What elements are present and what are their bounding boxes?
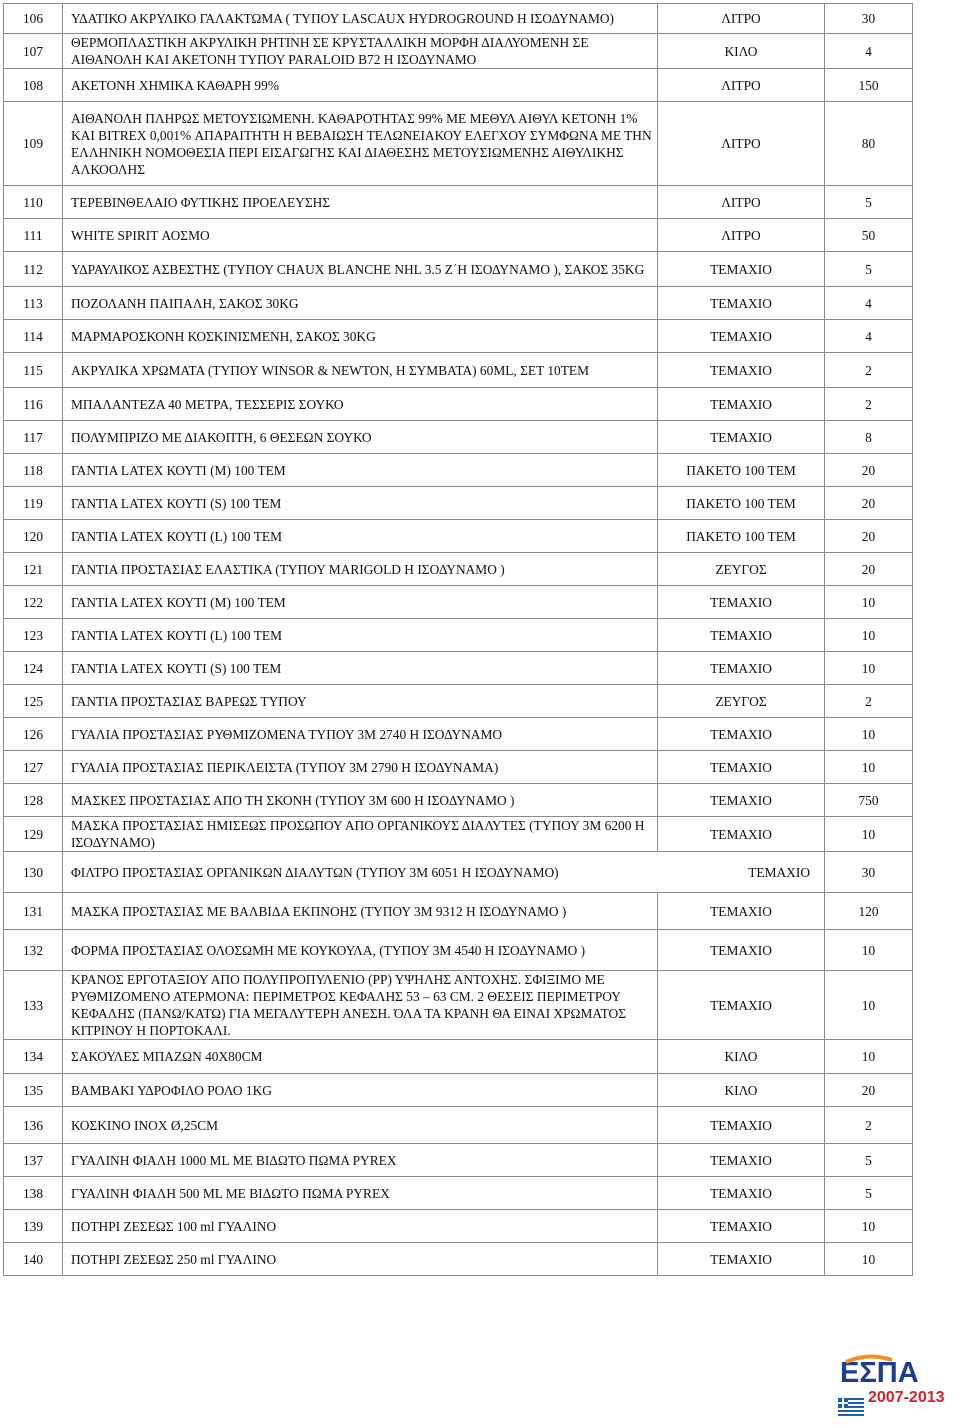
item-quantity: 20 bbox=[825, 487, 913, 520]
item-description: ΠΟΤΗΡΙ ΖΕΣΕΩΣ 250 ml ΓΥΑΛΙΝΟ bbox=[63, 1243, 658, 1276]
item-description: ΑΚΡΥΛΙΚΑ ΧΡΩΜΑΤΑ (ΤΥΠΟΥ WINSOR & NEWTON, Η ΣΥΜΒΑΤΑ) 60ML, ΣΕΤ 10ΤΕΜ bbox=[63, 353, 658, 388]
item-description: ΓΥΑΛΙΑ ΠΡΟΣΤΑΣΙΑΣ ΡΥΘΜΙΖΟΜΕΝΑ ΤΥΠΟΥ 3M 2740 Η ΙΣΟΔΥΝΑΜΟ bbox=[63, 718, 658, 751]
item-quantity: 10 bbox=[825, 652, 913, 685]
item-number: 109 bbox=[4, 102, 63, 186]
item-unit: ΤΕΜΑΧΙΟ bbox=[658, 893, 825, 930]
item-unit: ΤΕΜΑΧΙΟ bbox=[658, 971, 825, 1040]
item-number: 138 bbox=[4, 1177, 63, 1210]
item-unit: ΤΕΜΑΧΙΟ bbox=[658, 421, 825, 454]
item-quantity: 8 bbox=[825, 421, 913, 454]
table-row bbox=[4, 930, 913, 971]
item-description: ΓΑΝΤΙΑ LATEX ΚΟΥΤΙ (M) 100 ΤΕΜ bbox=[63, 454, 658, 487]
item-unit: ΤΕΜΑΧΙΟ bbox=[658, 930, 825, 971]
table-row bbox=[4, 520, 913, 553]
item-quantity: 2 bbox=[825, 388, 913, 421]
item-description: ΓΑΝΤΙΑ LATEX ΚΟΥΤΙ (S) 100 ΤΕΜ bbox=[63, 652, 658, 685]
table-row bbox=[4, 1107, 913, 1144]
item-description: ΓΑΝΤΙΑ LATEX ΚΟΥΤΙ (L) 100 ΤΕΜ bbox=[63, 619, 658, 652]
item-quantity: 4 bbox=[825, 287, 913, 320]
item-description: ΓΑΝΤΙΑ ΠΡΟΣΤΑΣΙΑΣ ΒΑΡΕΩΣ ΤΥΠΟΥ bbox=[63, 685, 658, 718]
table-row bbox=[4, 421, 913, 454]
item-quantity: 10 bbox=[825, 817, 913, 852]
item-description-unit bbox=[63, 852, 825, 893]
table-row bbox=[4, 320, 913, 353]
item-description: ΥΔΡΑΥΛΙΚΟΣ ΑΣΒΕΣΤΗΣ (ΤΥΠΟΥ CHAUX BLANCHE NHL 3.5 Ζ΄Η ΙΣΟΔΥΝΑΜΟ ), ΣΑΚΟΣ 35KG bbox=[63, 252, 658, 287]
item-quantity: 20 bbox=[825, 553, 913, 586]
table-row bbox=[4, 287, 913, 320]
item-quantity: 10 bbox=[825, 930, 913, 971]
item-description: ΜΑΣΚΕΣ ΠΡΟΣΤΑΣΙΑΣ ΑΠΟ ΤΗ ΣΚΟΝΗ (ΤΥΠΟΥ 3M 600 Η ΙΣΟΔΥΝΑΜΟ ) bbox=[63, 784, 658, 817]
item-quantity: 10 bbox=[825, 619, 913, 652]
item-number: 136 bbox=[4, 1107, 63, 1144]
item-description: ΜΑΣΚΑ ΠΡΟΣΤΑΣΙΑΣ ΗΜΙΣΕΩΣ ΠΡΟΣΩΠΟΥ ΑΠΟ ΟΡΓΑΝΙΚΟΥΣ ΔΙΑΛΥΤΕΣ (ΤΥΠΟΥ 3M 6200 Η ΙΣΟΔΥΝΑΜΟ) bbox=[63, 817, 658, 852]
espa-logo-name: ΕΣΠΑ bbox=[840, 1357, 919, 1389]
item-number: 116 bbox=[4, 388, 63, 421]
table-row bbox=[4, 553, 913, 586]
item-number: 125 bbox=[4, 685, 63, 718]
item-quantity: 5 bbox=[825, 186, 913, 219]
item-quantity: 10 bbox=[825, 971, 913, 1040]
item-description: ΘΕΡΜΟΠΛΑΣΤΙΚΗ ΑΚΡΥΛΙΚΗ ΡΗΤΙΝΗ ΣΕ ΚΡΥΣΤΑΛΛΙΚΗ ΜΟΡΦΗ ΔΙΑΛΥΟΜΕΝΗ ΣΕ ΑΙΘΑΝΟΛΗ ΚΑΙ ΑΚΕΤΟΝΗ ΤΥΠΟΥ PARALOID B72 Η ΙΣΟΔΥΝΑΜΟ bbox=[63, 34, 658, 69]
item-number: 122 bbox=[4, 586, 63, 619]
item-number: 131 bbox=[4, 893, 63, 930]
item-description: ΚΡΑΝΟΣ ΕΡΓΟΤΑΞΙΟΥ ΑΠΟ ΠΟΛΥΠΡΟΠΥΛΕΝΙΟ (PP) ΥΨΗΛΗΣ ΑΝΤΟΧΗΣ. ΣΦΙΞΙΜΟ ΜΕ ΡΥΘΜΙΖΟΜΕΝΟ ΑΤΕΡΜΟΝΑ: ΠΕΡΙΜΕΤΡΟΣ ΚΕΦΑΛΗΣ 53 – 63 CM. 2 ΘΕΣΕΙΣ ΠΕΡΙΜΕΤΡΟΥ ΚΕΦΑΛΗΣ (ΠΑΝΩ/ΚΑΤΩ) ΓΙΑ ΜΕΓΑΛΥΤΕΡΗ ΑΝΕΣΗ. ΌΛΑ ΤΑ ΚΡΑΝΗ ΘΑ ΕΙΝΑΙ ΧΡΩΜΑΤΟΣ ΚΙΤΡΙΝΟΥ Η ΠΟΡΤΟΚΑΛΙ. bbox=[63, 971, 658, 1040]
table-row bbox=[4, 1210, 913, 1243]
materials-table bbox=[3, 3, 913, 1276]
item-quantity: 30 bbox=[825, 4, 913, 34]
item-number: 126 bbox=[4, 718, 63, 751]
item-number: 115 bbox=[4, 353, 63, 388]
item-unit: ΤΕΜΑΧΙΟ bbox=[658, 784, 825, 817]
item-number: 108 bbox=[4, 69, 63, 102]
item-unit: ΤΕΜΑΧΙΟ bbox=[658, 1144, 825, 1177]
table-row bbox=[4, 619, 913, 652]
table-row bbox=[4, 652, 913, 685]
item-description: ΠΟΛΥΜΠΡΙΖΟ ΜΕ ΔΙΑΚΟΠΤΗ, 6 ΘΕΣΕΩΝ ΣΟΥΚΟ bbox=[63, 421, 658, 454]
item-description: ΑΙΘΑΝΟΛΗ ΠΛΗΡΩΣ ΜΕΤΟΥΣΙΩΜΕΝΗ. ΚΑΘΑΡΟΤΗΤΑΣ 99% ΜΕ ΜΕΘΥΛ ΑΙΘΥΛ ΚΕΤΟΝΗ 1% ΚΑΙ BITREX 0,001% ΑΠΑΡΑΙΤΗΤΗ Η ΒΕΒΑΙΩΣΗ ΤΕΛΩΝΕΙΑΚΟΥ ΕΛΕΓΧΟΥ ΣΥΜΦΩΝΑ ΜΕ ΤΗΝ ΕΛΛΗΝΙΚΗ ΝΟΜΟΘΕΣΙΑ ΠΕΡΙ ΕΙΣΑΓΩΓΗΣ ΚΑΙ ΔΙΑΘΕΣΗΣ ΜΕΤΟΥΣΙΩΜΕΝΗΣ ΑΙΘΥΛΙΚΗΣ ΑΛΚΟΟΛΗΣ bbox=[63, 102, 658, 186]
item-quantity: 10 bbox=[825, 718, 913, 751]
item-number: 128 bbox=[4, 784, 63, 817]
item-description: ΣΑΚΟΥΛΕΣ ΜΠΑΖΩΝ 40Χ80CM bbox=[63, 1040, 658, 1074]
table-row bbox=[4, 69, 913, 102]
item-unit: ΤΕΜΑΧΙΟ bbox=[658, 353, 825, 388]
item-description: ΠΟΖΟΛΑΝΗ ΠΑΙΠΑΛΗ, ΣΑΚΟΣ 30KG bbox=[63, 287, 658, 320]
item-unit: ΛΙΤΡΟ bbox=[658, 102, 825, 186]
item-unit: ΛΙΤΡΟ bbox=[658, 69, 825, 102]
item-number: 133 bbox=[4, 971, 63, 1040]
item-quantity: 10 bbox=[825, 751, 913, 784]
item-description: ΓΥΑΛΙΝΗ ΦΙΑΛΗ 1000 ML ΜΕ ΒΙΔΩΤΟ ΠΩΜΑ PYREX bbox=[63, 1144, 658, 1177]
greek-flag-icon bbox=[838, 1398, 864, 1416]
item-unit: ΛΙΤΡΟ bbox=[658, 219, 825, 252]
item-unit: ΤΕΜΑΧΙΟ bbox=[658, 751, 825, 784]
item-number: 130 bbox=[4, 852, 63, 893]
item-number: 118 bbox=[4, 454, 63, 487]
item-quantity: 4 bbox=[825, 320, 913, 353]
item-number: 127 bbox=[4, 751, 63, 784]
item-quantity: 30 bbox=[825, 852, 913, 893]
item-quantity: 5 bbox=[825, 1177, 913, 1210]
item-number: 112 bbox=[4, 252, 63, 287]
item-quantity: 4 bbox=[825, 34, 913, 69]
item-unit: ΤΕΜΑΧΙΟ bbox=[658, 252, 825, 287]
item-quantity: 20 bbox=[825, 520, 913, 553]
item-number: 124 bbox=[4, 652, 63, 685]
item-number: 121 bbox=[4, 553, 63, 586]
item-quantity: 150 bbox=[825, 69, 913, 102]
item-unit: ΤΕΜΑΧΙΟ bbox=[658, 1177, 825, 1210]
item-unit: ΖΕΥΓΟΣ bbox=[658, 553, 825, 586]
table-row bbox=[4, 1177, 913, 1210]
item-description: ΜΑΣΚΑ ΠΡΟΣΤΑΣΙΑΣ ΜΕ ΒΑΛΒΙΔΑ ΕΚΠΝΟΗΣ (ΤΥΠΟΥ 3M 9312 Η ΙΣΟΔΥΝΑΜΟ ) bbox=[63, 893, 658, 930]
item-description: ΥΔΑΤΙΚΟ ΑΚΡΥΛΙΚΟ ΓΑΛΑΚΤΩΜΑ ( ΤΥΠΟΥ LASCAUX HYDROGROUND Η ΙΣΟΔΥΝΑΜΟ) bbox=[63, 4, 658, 34]
item-quantity: 80 bbox=[825, 102, 913, 186]
item-number: 132 bbox=[4, 930, 63, 971]
item-unit: ΤΕΜΑΧΙΟ bbox=[658, 320, 825, 353]
item-unit: ΤΕΜΑΧΙΟ bbox=[658, 1107, 825, 1144]
table-row bbox=[4, 4, 913, 34]
item-quantity: 750 bbox=[825, 784, 913, 817]
item-description: ΓΥΑΛΙΝΗ ΦΙΑΛΗ 500 ML ΜΕ ΒΙΔΩΤΟ ΠΩΜΑ PYREX bbox=[63, 1177, 658, 1210]
item-number: 135 bbox=[4, 1074, 63, 1107]
table-row bbox=[4, 219, 913, 252]
table-row bbox=[4, 817, 913, 852]
item-number: 110 bbox=[4, 186, 63, 219]
item-number: 113 bbox=[4, 287, 63, 320]
table-row bbox=[4, 102, 913, 186]
item-number: 114 bbox=[4, 320, 63, 353]
item-quantity: 10 bbox=[825, 1040, 913, 1074]
item-unit: ΤΕΜΑΧΙΟ bbox=[658, 1243, 825, 1276]
item-description: ΠΟΤΗΡΙ ΖΕΣΕΩΣ 100 ml ΓΥΑΛΙΝΟ bbox=[63, 1210, 658, 1243]
espa-logo-years: 2007-2013 bbox=[868, 1389, 945, 1406]
item-quantity: 2 bbox=[825, 353, 913, 388]
table-row bbox=[4, 718, 913, 751]
table-row bbox=[4, 1144, 913, 1177]
item-quantity: 10 bbox=[825, 586, 913, 619]
item-unit: ΚΙΛΟ bbox=[658, 1074, 825, 1107]
item-quantity: 5 bbox=[825, 252, 913, 287]
item-unit: ΤΕΜΑΧΙΟ bbox=[658, 287, 825, 320]
item-unit: ΚΙΛΟ bbox=[658, 1040, 825, 1074]
item-unit: ΚΙΛΟ bbox=[658, 34, 825, 69]
item-number: 140 bbox=[4, 1243, 63, 1276]
item-description: ΦΙΛΤΡΟ ΠΡΟΣΤΑΣΙΑΣ ΟΡΓΑΝΙΚΩΝ ΔΙΑΛΥΤΩΝ (ΤΥΠΟΥ 3M 6051 Η ΙΣΟΔΥΝΑΜΟ) bbox=[71, 864, 559, 880]
item-quantity: 10 bbox=[825, 1210, 913, 1243]
table-row bbox=[4, 252, 913, 287]
item-description: ΚΟΣΚΙΝΟ INOX Ø,25CM bbox=[63, 1107, 658, 1144]
item-unit: ΤΕΜΑΧΙΟ bbox=[658, 652, 825, 685]
item-quantity: 2 bbox=[825, 685, 913, 718]
item-unit: ΤΕΜΑΧΙΟ bbox=[748, 864, 810, 880]
item-unit: ΤΕΜΑΧΙΟ bbox=[658, 718, 825, 751]
item-number: 123 bbox=[4, 619, 63, 652]
table-row bbox=[4, 186, 913, 219]
table-row bbox=[4, 353, 913, 388]
item-number: 106 bbox=[4, 4, 63, 34]
item-description: ΜΠΑΛΑΝΤΕΖΑ 40 ΜΕΤΡΑ, ΤΕΣΣΕΡΙΣ ΣΟΥΚΟ bbox=[63, 388, 658, 421]
table-row bbox=[4, 784, 913, 817]
item-number: 119 bbox=[4, 487, 63, 520]
item-unit: ΛΙΤΡΟ bbox=[658, 186, 825, 219]
item-number: 137 bbox=[4, 1144, 63, 1177]
item-description: ΑΚΕΤΟΝΗ ΧΗΜΙΚΑ ΚΑΘΑΡΗ 99% bbox=[63, 69, 658, 102]
table-row bbox=[4, 34, 913, 69]
item-quantity: 20 bbox=[825, 1074, 913, 1107]
table-row bbox=[4, 1074, 913, 1107]
item-unit: ΛΙΤΡΟ bbox=[658, 4, 825, 34]
item-unit: ΤΕΜΑΧΙΟ bbox=[658, 1210, 825, 1243]
table-row bbox=[4, 1040, 913, 1074]
item-unit: ΠΑΚΕΤΟ 100 ΤΕΜ bbox=[658, 520, 825, 553]
table-row bbox=[4, 454, 913, 487]
table-row bbox=[4, 487, 913, 520]
item-description: ΜΑΡΜΑΡΟΣΚΟΝΗ ΚΟΣΚΙΝΙΣΜΕΝΗ, ΣΑΚΟΣ 30KG bbox=[63, 320, 658, 353]
materials-table-body bbox=[4, 4, 913, 1276]
item-number: 134 bbox=[4, 1040, 63, 1074]
item-quantity: 50 bbox=[825, 219, 913, 252]
item-number: 139 bbox=[4, 1210, 63, 1243]
item-number: 120 bbox=[4, 520, 63, 553]
item-unit: ΤΕΜΑΧΙΟ bbox=[658, 586, 825, 619]
item-description: ΓΑΝΤΙΑ ΠΡΟΣΤΑΣΙΑΣ ΕΛΑΣΤΙΚΑ (ΤΥΠΟΥ MARIGOLD Η ΙΣΟΔΥΝΑΜΟ ) bbox=[63, 553, 658, 586]
item-description: ΓΑΝΤΙΑ LATEX ΚΟΥΤΙ (L) 100 ΤΕΜ bbox=[63, 520, 658, 553]
item-description: ΓΥΑΛΙΑ ΠΡΟΣΤΑΣΙΑΣ ΠΕΡΙΚΛΕΙΣΤΑ (ΤΥΠΟΥ 3M 2790 Η ΙΣΟΔΥΝΑΜΑ) bbox=[63, 751, 658, 784]
item-description: ΓΑΝΤΙΑ LATEX ΚΟΥΤΙ (S) 100 ΤΕΜ bbox=[63, 487, 658, 520]
item-description: ΦΟΡΜΑ ΠΡΟΣΤΑΣΙΑΣ ΟΛΟΣΩΜΗ ΜΕ ΚΟΥΚΟΥΛΑ, (ΤΥΠΟΥ 3M 4540 Η ΙΣΟΔΥΝΑΜΟ ) bbox=[63, 930, 658, 971]
table-row bbox=[4, 388, 913, 421]
item-quantity: 20 bbox=[825, 454, 913, 487]
table-row bbox=[4, 1243, 913, 1276]
item-quantity: 5 bbox=[825, 1144, 913, 1177]
item-unit: ΠΑΚΕΤΟ 100 ΤΕΜ bbox=[658, 454, 825, 487]
item-description: ΓΑΝΤΙΑ LATEX ΚΟΥΤΙ (M) 100 ΤΕΜ bbox=[63, 586, 658, 619]
table-row bbox=[4, 852, 913, 893]
item-unit: ΤΕΜΑΧΙΟ bbox=[658, 817, 825, 852]
item-unit: ΖΕΥΓΟΣ bbox=[658, 685, 825, 718]
table-row bbox=[4, 586, 913, 619]
table-row bbox=[4, 971, 913, 1040]
item-number: 111 bbox=[4, 219, 63, 252]
item-number: 117 bbox=[4, 421, 63, 454]
item-number: 107 bbox=[4, 34, 63, 69]
item-quantity: 2 bbox=[825, 1107, 913, 1144]
item-quantity: 10 bbox=[825, 1243, 913, 1276]
item-unit: ΤΕΜΑΧΙΟ bbox=[658, 388, 825, 421]
table-row bbox=[4, 751, 913, 784]
item-unit: ΤΕΜΑΧΙΟ bbox=[658, 619, 825, 652]
item-number: 129 bbox=[4, 817, 63, 852]
table-row bbox=[4, 685, 913, 718]
item-description: WHITE SPIRIT ΑΟΣΜΟ bbox=[63, 219, 658, 252]
item-description: ΤΕΡΕΒΙΝΘΕΛΑΙΟ ΦΥΤΙΚΗΣ ΠΡΟΕΛΕΥΣΗΣ bbox=[63, 186, 658, 219]
item-quantity: 120 bbox=[825, 893, 913, 930]
item-description: ΒΑΜΒΑΚΙ ΥΔΡΟΦΙΛΟ ΡΟΛΟ 1KG bbox=[63, 1074, 658, 1107]
table-row bbox=[4, 893, 913, 930]
item-unit: ΠΑΚΕΤΟ 100 ΤΕΜ bbox=[658, 487, 825, 520]
